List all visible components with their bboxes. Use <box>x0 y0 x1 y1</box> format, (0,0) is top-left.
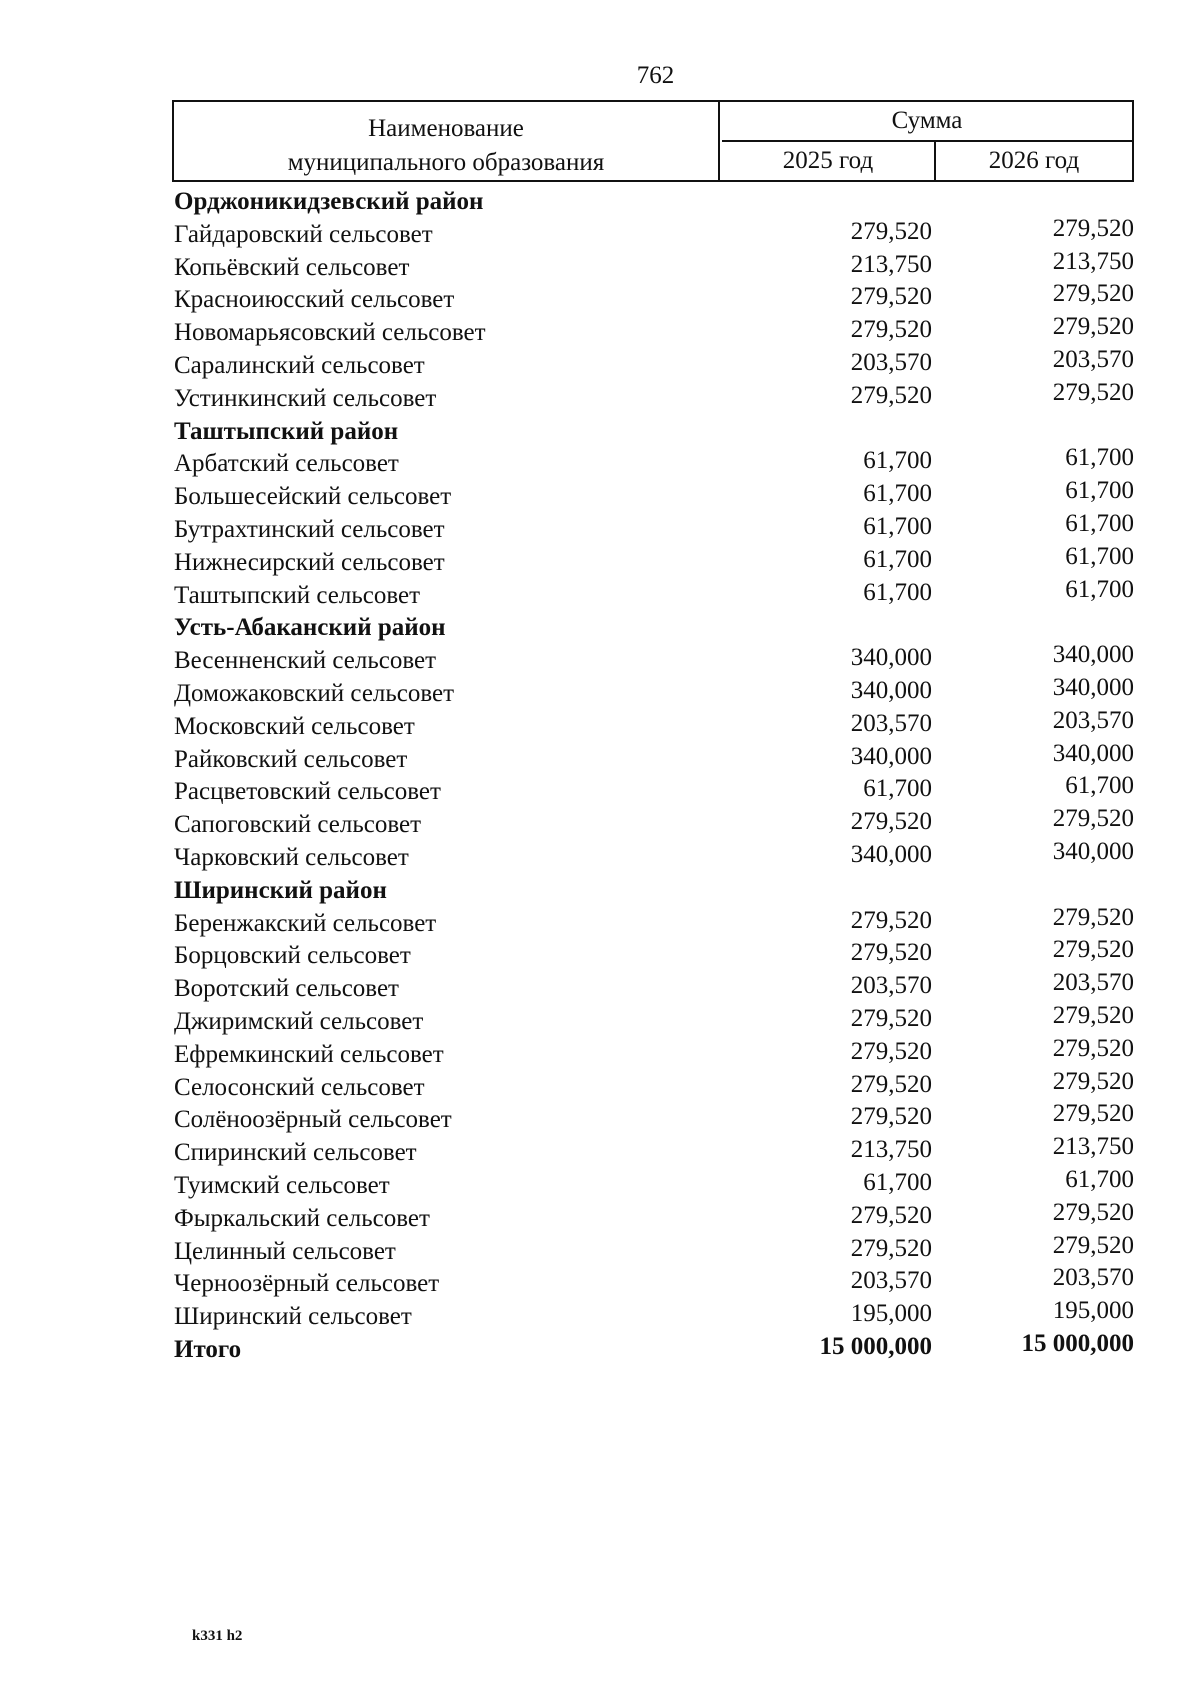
value-2025: 203,570 <box>850 1267 932 1295</box>
value-2026: 203,570 <box>1052 706 1134 734</box>
value-2026: 340,000 <box>1052 837 1134 865</box>
row-name: Расцветовский сельсовет <box>174 778 441 806</box>
row-name: Бутрахтинский сельсовет <box>174 515 445 543</box>
value-2026: 279,520 <box>1052 214 1134 242</box>
district-row <box>0 416 1200 449</box>
row-name: Сапоговский сельсовет <box>174 811 422 839</box>
row-name: Таштыпский сельсовет <box>174 581 420 609</box>
row-name: Саралинский сельсовет <box>174 351 425 379</box>
value-2025: 279,520 <box>850 808 932 836</box>
row-name: Усть-Абаканский район <box>174 614 446 642</box>
value-2025: 61,700 <box>863 775 932 803</box>
row-name: Итого <box>174 1335 242 1363</box>
page-number: 762 <box>636 62 675 89</box>
table-row <box>0 969 1200 1006</box>
table-row <box>0 1264 1200 1301</box>
table-row <box>0 805 1200 842</box>
table-row <box>0 477 1200 514</box>
value-2025: 61,700 <box>863 480 932 508</box>
row-name: Нижнесирский сельсовет <box>174 548 445 576</box>
table-row <box>0 673 1200 711</box>
value-2026: 61,700 <box>1065 1165 1134 1193</box>
table-row <box>0 345 1200 383</box>
value-2026: 279,520 <box>1052 378 1134 406</box>
table-row <box>0 575 1200 613</box>
row-name: Фыркальский сельсовет <box>174 1204 430 1232</box>
value-2025: 61,700 <box>863 578 932 606</box>
value-2025: 279,520 <box>850 906 932 934</box>
value-2025: 203,570 <box>850 972 932 1000</box>
value-2026: 279,520 <box>1052 936 1134 964</box>
value-2026: 213,750 <box>1052 1133 1134 1161</box>
value-2026: 279,520 <box>1052 1231 1134 1259</box>
value-2026: 279,520 <box>1052 805 1134 833</box>
table-row <box>0 641 1200 678</box>
row-name: Спиринский сельсовет <box>174 1139 417 1167</box>
value-2026: 203,570 <box>1052 345 1134 373</box>
row-name: Борцовский сельсовет <box>174 942 411 970</box>
district-row <box>0 186 1200 219</box>
table-row <box>0 214 1200 252</box>
row-name: Джиримский сельсовет <box>174 1007 424 1035</box>
row-name: Новомарьясовский сельсовет <box>174 319 486 347</box>
row-name: Солёноозёрный сельсовет <box>174 1106 452 1134</box>
table-body <box>0 186 1200 1367</box>
row-name: Туимский сельсовет <box>174 1171 390 1199</box>
value-2025: 279,520 <box>850 316 932 344</box>
row-name: Ширинский район <box>174 876 387 904</box>
value-2026: 279,520 <box>1052 313 1134 341</box>
table-row <box>0 1198 1200 1236</box>
value-2026: 279,520 <box>1052 1067 1134 1095</box>
value-2026: 61,700 <box>1065 477 1134 505</box>
table-row <box>0 247 1200 285</box>
value-2025: 340,000 <box>850 644 932 672</box>
district-row <box>0 875 1200 908</box>
table-row <box>0 706 1200 744</box>
table-row <box>0 903 1200 941</box>
row-name: Весенненский сельсовет <box>174 647 437 675</box>
value-2025: 213,750 <box>850 250 932 278</box>
table-row <box>0 772 1200 809</box>
value-2025: 340,000 <box>850 676 932 704</box>
value-2026: 213,750 <box>1052 247 1134 275</box>
row-name: Черноозёрный сельсовет <box>174 1270 440 1298</box>
value-2025: 279,520 <box>850 1037 932 1065</box>
table-row <box>0 837 1200 875</box>
value-2025: 61,700 <box>863 447 932 475</box>
value-2025: 61,700 <box>863 1168 932 1196</box>
table-row <box>0 280 1200 317</box>
row-name: Арбатский сельсовет <box>174 450 399 478</box>
row-name: Московский сельсовет <box>174 712 415 740</box>
row-name: Ефремкинский сельсовет <box>174 1040 444 1068</box>
row-name: Красноиюсский сельсовет <box>174 286 455 314</box>
row-name: Доможаковский сельсовет <box>174 679 455 707</box>
value-2026: 279,520 <box>1052 1034 1134 1062</box>
value-2026: 279,520 <box>1052 280 1134 308</box>
value-2025: 279,520 <box>850 283 932 311</box>
district-row <box>0 612 1200 645</box>
row-name: Целинный сельсовет <box>174 1237 396 1265</box>
value-2025: 279,520 <box>850 1004 932 1032</box>
value-2025: 203,570 <box>850 348 932 376</box>
table-header <box>172 100 1134 182</box>
row-name: Большесейский сельсовет <box>174 483 452 511</box>
value-2026: 195,000 <box>1052 1297 1134 1325</box>
value-2026: 15 000,000 <box>1021 1329 1134 1357</box>
value-2025: 279,520 <box>850 381 932 409</box>
value-2026: 203,570 <box>1052 969 1134 997</box>
value-2026: 279,520 <box>1052 1100 1134 1128</box>
column-header-2026: 2026 год <box>988 147 1080 174</box>
value-2026: 279,520 <box>1052 903 1134 931</box>
value-2025: 279,520 <box>850 1234 932 1262</box>
table-row <box>0 542 1200 580</box>
value-2026: 61,700 <box>1065 542 1134 570</box>
total-row <box>0 1329 1200 1367</box>
value-2025: 61,700 <box>863 512 932 540</box>
row-name: Устинкинский сельсовет <box>174 384 437 412</box>
value-2025: 279,520 <box>850 1103 932 1131</box>
table-row <box>0 1297 1200 1334</box>
column-header-sum: Сумма <box>722 102 1132 142</box>
row-name: Беренжакский сельсовет <box>174 909 437 937</box>
value-2025: 213,750 <box>850 1136 932 1164</box>
row-name: Ширинский сельсовет <box>174 1303 412 1331</box>
table-row <box>0 1100 1200 1137</box>
value-2025: 61,700 <box>863 545 932 573</box>
value-2026: 61,700 <box>1065 509 1134 537</box>
row-name: Воротский сельсовет <box>174 975 399 1003</box>
table-row <box>0 739 1200 777</box>
value-2026: 61,700 <box>1065 575 1134 603</box>
table-row <box>0 1034 1200 1072</box>
table-row <box>0 509 1200 547</box>
row-name: Орджоникидзевский район <box>174 188 484 215</box>
row-name: Гайдаровский сельсовет <box>174 220 433 248</box>
table-row <box>0 1001 1200 1039</box>
table-row <box>0 1231 1200 1269</box>
value-2026: 340,000 <box>1052 673 1134 701</box>
value-2025: 203,570 <box>850 709 932 737</box>
row-name: Чарковский сельсовет <box>174 843 409 871</box>
row-name: Райковский сельсовет <box>174 745 408 773</box>
value-2025: 279,520 <box>850 217 932 245</box>
value-2025: 15 000,000 <box>819 1332 932 1360</box>
table-row <box>0 444 1200 481</box>
table-row <box>0 313 1200 350</box>
value-2025: 340,000 <box>850 742 932 770</box>
row-name: Селосонский сельсовет <box>174 1073 425 1101</box>
table-row <box>0 1133 1200 1170</box>
value-2026: 340,000 <box>1052 641 1134 669</box>
table-row <box>0 378 1200 416</box>
value-2026: 203,570 <box>1052 1264 1134 1292</box>
value-2025: 195,000 <box>850 1300 932 1328</box>
value-2025: 279,520 <box>850 1070 932 1098</box>
value-2025: 340,000 <box>850 840 932 868</box>
footer-code: k331 h2 <box>192 1628 243 1644</box>
row-name: Таштыпский район <box>174 417 399 445</box>
table-row <box>0 1067 1200 1105</box>
value-2025: 279,520 <box>850 1201 932 1229</box>
value-2026: 61,700 <box>1065 772 1134 800</box>
column-header-name: Наименование муниципального образования <box>174 102 720 180</box>
row-name: Копьёвский сельсовет <box>174 253 410 281</box>
table-row <box>0 936 1200 973</box>
column-header-2025: 2025 год <box>722 142 936 180</box>
value-2026: 340,000 <box>1052 739 1134 767</box>
value-2025: 279,520 <box>850 939 932 967</box>
value-2026: 61,700 <box>1065 444 1134 472</box>
value-2026: 279,520 <box>1052 1001 1134 1029</box>
value-2026: 279,520 <box>1052 1198 1134 1226</box>
table-row <box>0 1165 1200 1203</box>
